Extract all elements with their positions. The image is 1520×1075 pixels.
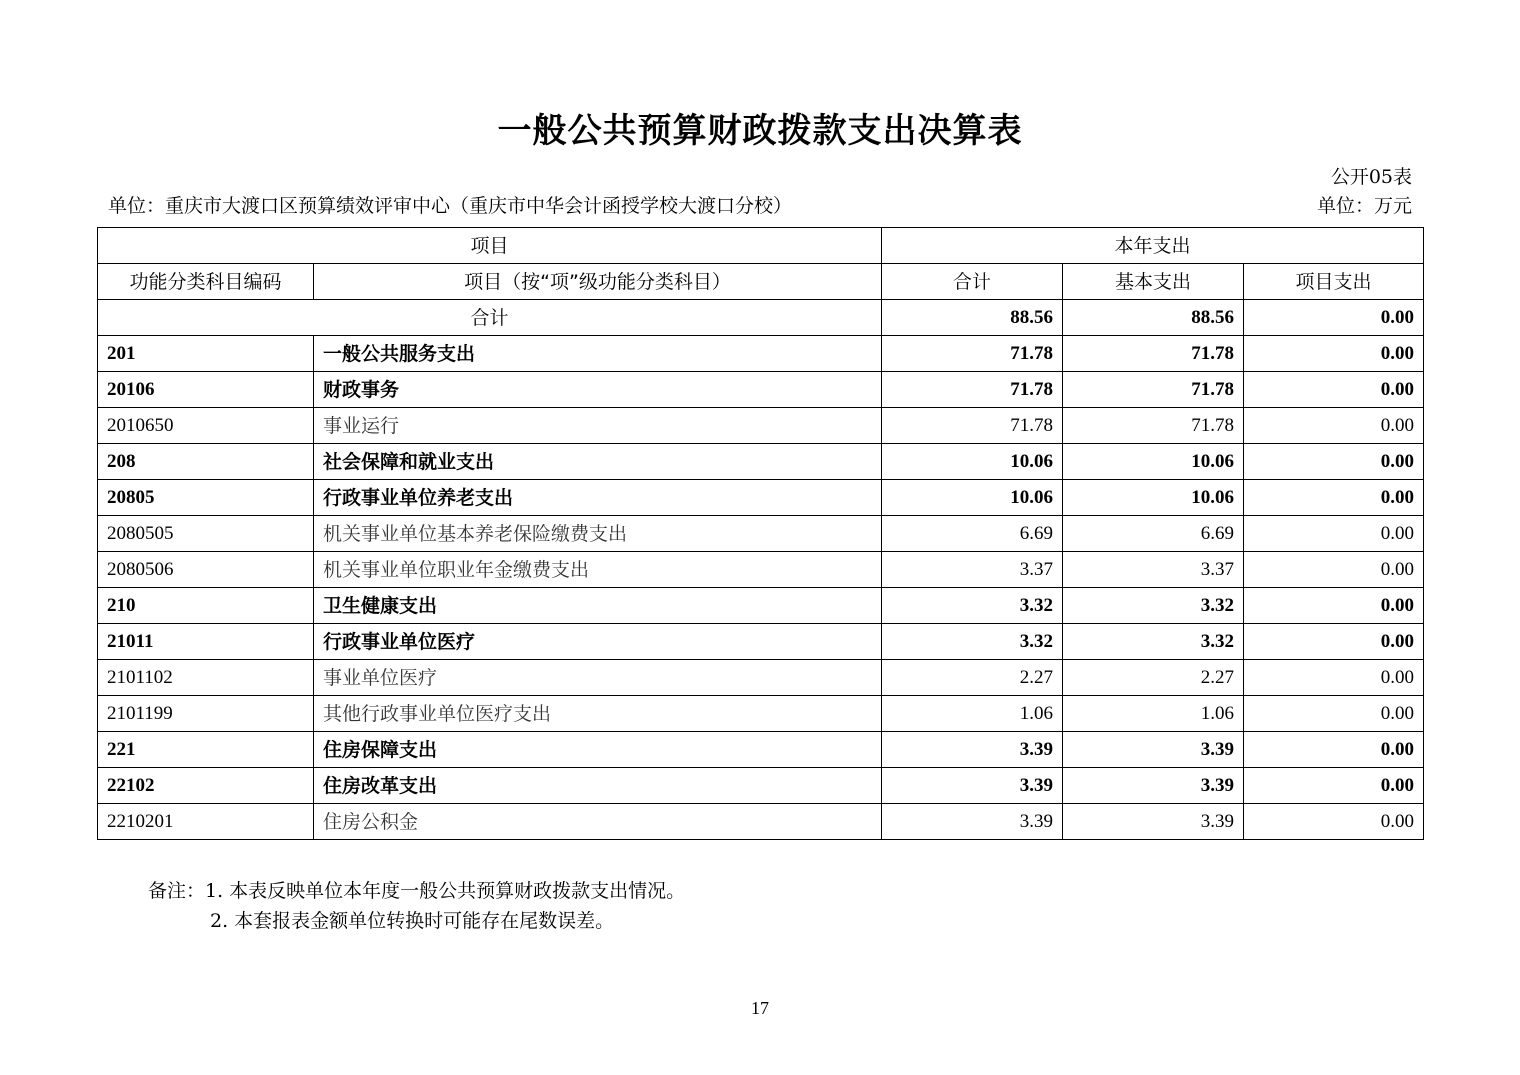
cell-total: 3.32: [882, 588, 1063, 624]
cell-total: 71.78: [882, 372, 1063, 408]
cell-total: 10.06: [882, 444, 1063, 480]
cell-total: 1.06: [882, 696, 1063, 732]
cell-name: 其他行政事业单位医疗支出: [314, 696, 882, 732]
cell-basic: 10.06: [1063, 480, 1244, 516]
cell-basic: 6.69: [1063, 516, 1244, 552]
note-line-1: [148, 876, 685, 906]
col-header-name: 项目（按“项”级功能分类科目）: [314, 264, 882, 300]
cell-project: 0.00: [1244, 804, 1424, 840]
expenditure-table: [97, 227, 1424, 840]
header-row-2: [98, 264, 1424, 300]
cell-project: 0.00: [1244, 660, 1424, 696]
cell-code: 2101199: [98, 696, 314, 732]
notes-prefix: 备注：: [148, 880, 206, 902]
cell-name: 机关事业单位职业年金缴费支出: [314, 552, 882, 588]
cell-basic: 2.27: [1063, 660, 1244, 696]
cell-project: 0.00: [1244, 768, 1424, 804]
note-item: 2. 本套报表金额单位转换时可能存在尾数误差。: [210, 910, 615, 932]
cell-project: 0.00: [1244, 552, 1424, 588]
cell-name: 社会保障和就业支出: [314, 444, 882, 480]
cell-code: 2101102: [98, 660, 314, 696]
cell-code: 210: [98, 588, 314, 624]
cell-total: 10.06: [882, 480, 1063, 516]
table-row: [98, 516, 1424, 552]
cell-project: 0.00: [1244, 408, 1424, 444]
cell-project: 0.00: [1244, 516, 1424, 552]
form-number: 公开05表: [1330, 166, 1412, 188]
table-row: [98, 732, 1424, 768]
cell-basic: 3.32: [1063, 588, 1244, 624]
unit-currency: 单位：万元: [1316, 195, 1412, 217]
cell-total: 6.69: [882, 516, 1063, 552]
cell-code: 20805: [98, 480, 314, 516]
cell-total: 71.78: [882, 336, 1063, 372]
cell-project: 0.00: [1244, 336, 1424, 372]
cell-total: 3.39: [882, 768, 1063, 804]
col-header-total: 合计: [882, 264, 1063, 300]
cell-total: 3.39: [882, 804, 1063, 840]
cell-code: 2010650: [98, 408, 314, 444]
cell-name: 一般公共服务支出: [314, 336, 882, 372]
table-row: [98, 768, 1424, 804]
total-project: 0.00: [1244, 300, 1424, 336]
cell-name: 行政事业单位养老支出: [314, 480, 882, 516]
cell-basic: 71.78: [1063, 336, 1244, 372]
cell-name: 住房改革支出: [314, 768, 882, 804]
cell-basic: 71.78: [1063, 408, 1244, 444]
cell-project: 0.00: [1244, 624, 1424, 660]
cell-code: 22102: [98, 768, 314, 804]
cell-project: 0.00: [1244, 732, 1424, 768]
cell-total: 2.27: [882, 660, 1063, 696]
cell-name: 住房公积金: [314, 804, 882, 840]
cell-basic: 71.78: [1063, 372, 1244, 408]
cell-total: 3.39: [882, 732, 1063, 768]
col-header-code: 功能分类科目编码: [98, 264, 314, 300]
cell-code: 2210201: [98, 804, 314, 840]
cell-code: 20106: [98, 372, 314, 408]
cell-name: 机关事业单位基本养老保险缴费支出: [314, 516, 882, 552]
table-row: [98, 444, 1424, 480]
cell-name: 住房保障支出: [314, 732, 882, 768]
table-row: [98, 372, 1424, 408]
table-row: [98, 336, 1424, 372]
header-item: 项目: [98, 228, 882, 264]
table-row: [98, 660, 1424, 696]
total-basic: 88.56: [1063, 300, 1244, 336]
table-row: [98, 696, 1424, 732]
cell-basic: 1.06: [1063, 696, 1244, 732]
header-year-expenditure: 本年支出: [882, 228, 1424, 264]
table-row: [98, 624, 1424, 660]
unit-organization: 单位：重庆市大渡口区预算绩效评审中心（重庆市中华会计函授学校大渡口分校）: [108, 195, 793, 217]
note-line-2: [148, 906, 685, 936]
cell-basic: 3.32: [1063, 624, 1244, 660]
table-row: [98, 480, 1424, 516]
cell-basic: 10.06: [1063, 444, 1244, 480]
page-number: 17: [751, 998, 769, 1018]
cell-project: 0.00: [1244, 480, 1424, 516]
cell-total: 71.78: [882, 408, 1063, 444]
cell-basic: 3.39: [1063, 732, 1244, 768]
header-row-1: [98, 228, 1424, 264]
table-row: [98, 804, 1424, 840]
cell-total: 3.37: [882, 552, 1063, 588]
cell-code: 201: [98, 336, 314, 372]
cell-basic: 3.37: [1063, 552, 1244, 588]
cell-basic: 3.39: [1063, 804, 1244, 840]
cell-name: 财政事务: [314, 372, 882, 408]
cell-project: 0.00: [1244, 372, 1424, 408]
cell-project: 0.00: [1244, 588, 1424, 624]
page-title: 一般公共预算财政拨款支出决算表: [497, 111, 1023, 151]
cell-total: 3.32: [882, 624, 1063, 660]
table-row: [98, 408, 1424, 444]
cell-code: 2080505: [98, 516, 314, 552]
total-label: 合计: [98, 300, 882, 336]
table-row: [98, 588, 1424, 624]
total-row: [98, 300, 1424, 336]
table-row: [98, 552, 1424, 588]
cell-code: 221: [98, 732, 314, 768]
col-header-basic: 基本支出: [1063, 264, 1244, 300]
cell-name: 事业单位医疗: [314, 660, 882, 696]
note-item: 1. 本表反映单位本年度一般公共预算财政拨款支出情况。: [205, 880, 686, 902]
cell-name: 事业运行: [314, 408, 882, 444]
total-sum: 88.56: [882, 300, 1063, 336]
notes: [148, 876, 685, 936]
cell-name: 行政事业单位医疗: [314, 624, 882, 660]
cell-project: 0.00: [1244, 444, 1424, 480]
cell-name: 卫生健康支出: [314, 588, 882, 624]
cell-code: 21011: [98, 624, 314, 660]
cell-code: 2080506: [98, 552, 314, 588]
cell-code: 208: [98, 444, 314, 480]
cell-basic: 3.39: [1063, 768, 1244, 804]
col-header-project: 项目支出: [1244, 264, 1424, 300]
cell-project: 0.00: [1244, 696, 1424, 732]
